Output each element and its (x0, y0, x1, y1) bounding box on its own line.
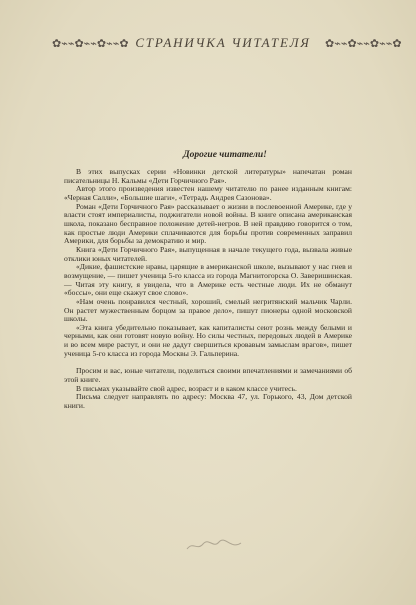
paragraph: «Дикие, фашистские нравы, царящие в американской школе, вызывают у нас гнев и возмущение, — пишет ученица 5-го класса из города Магнитогорска О. Заверишинская. — Читая эту книгу, я увидела, что в Америке есть честные люди. Их не обманут «боссы», они еще скажут свое слово». (64, 262, 352, 298)
paragraph: Автор этого произведения известен нашему читателю по ранее изданным книгам: «Черная Салли», «Большие шаги», «Тетрадь Андрея Сазонова». (64, 184, 352, 202)
handwritten-mark (185, 535, 245, 555)
ornament-right: ✿⌁⌁✿⌁⌁✿⌁⌁✿ (325, 37, 402, 50)
page-header (0, 33, 416, 57)
section-title: СТРАНИЧКА ЧИТАТЕЛЯ (135, 35, 311, 50)
paragraph: «Нам очень понравился честный, хороший, смелый негритянский мальчик Чарли. Он растет мужественным борцом за правое дело», пишут пионеры одной московской школы. (64, 296, 352, 324)
paragraph: В этих выпусках серии «Новинки детской литературы» напечатан роман писательницы Н. Кальмы «Дети Горчичного Рая». (64, 167, 352, 185)
paragraph: В письмах указывайте свой адрес, возраст и в каком классе учитесь. (76, 383, 297, 393)
paragraph: «Эта книга убедительно показывает, как капиталисты сеют рознь между белыми и черными, как они готовят новую войну. Но силы честных, передовых людей в Америке и во всем мире растут, и они не дадут свершиться кровавым замыслам врагов», пишет ученица 5-го класса из города Москвы Э. Гальперина. (64, 322, 352, 358)
letter-body (64, 168, 352, 411)
paragraph: Письма следует направлять по адресу: Москва 47, ул. Горького, 43, Дом детской книги. (64, 392, 352, 411)
paragraph: Просим и вас, юные читатели, поделиться своими впечатлениями и замечаниями об этой книге. (64, 366, 352, 385)
paragraph: Книга «Дети Горчичного Рая», выпущенная в начале текущего года, вызвала живые отклики юных читателей. (64, 244, 352, 263)
ornament-left: ✿⌁⌁✿⌁⌁✿⌁⌁✿ (52, 37, 129, 50)
paragraph: Роман «Дети Горчичного Рая» рассказывает о жизни в послевоенной Америке, где у власти стоят империалисты, поджигатели новой войны. В книге описана американская школа, показано бесправное положение детей-негров. В ней правдиво говорится о том, как простые люди Америки сплачиваются для борьбы против современных заправил Америки, для борьбы за демократию и мир. (64, 201, 352, 246)
letter-greeting: Дорогие читатели! (183, 150, 267, 160)
